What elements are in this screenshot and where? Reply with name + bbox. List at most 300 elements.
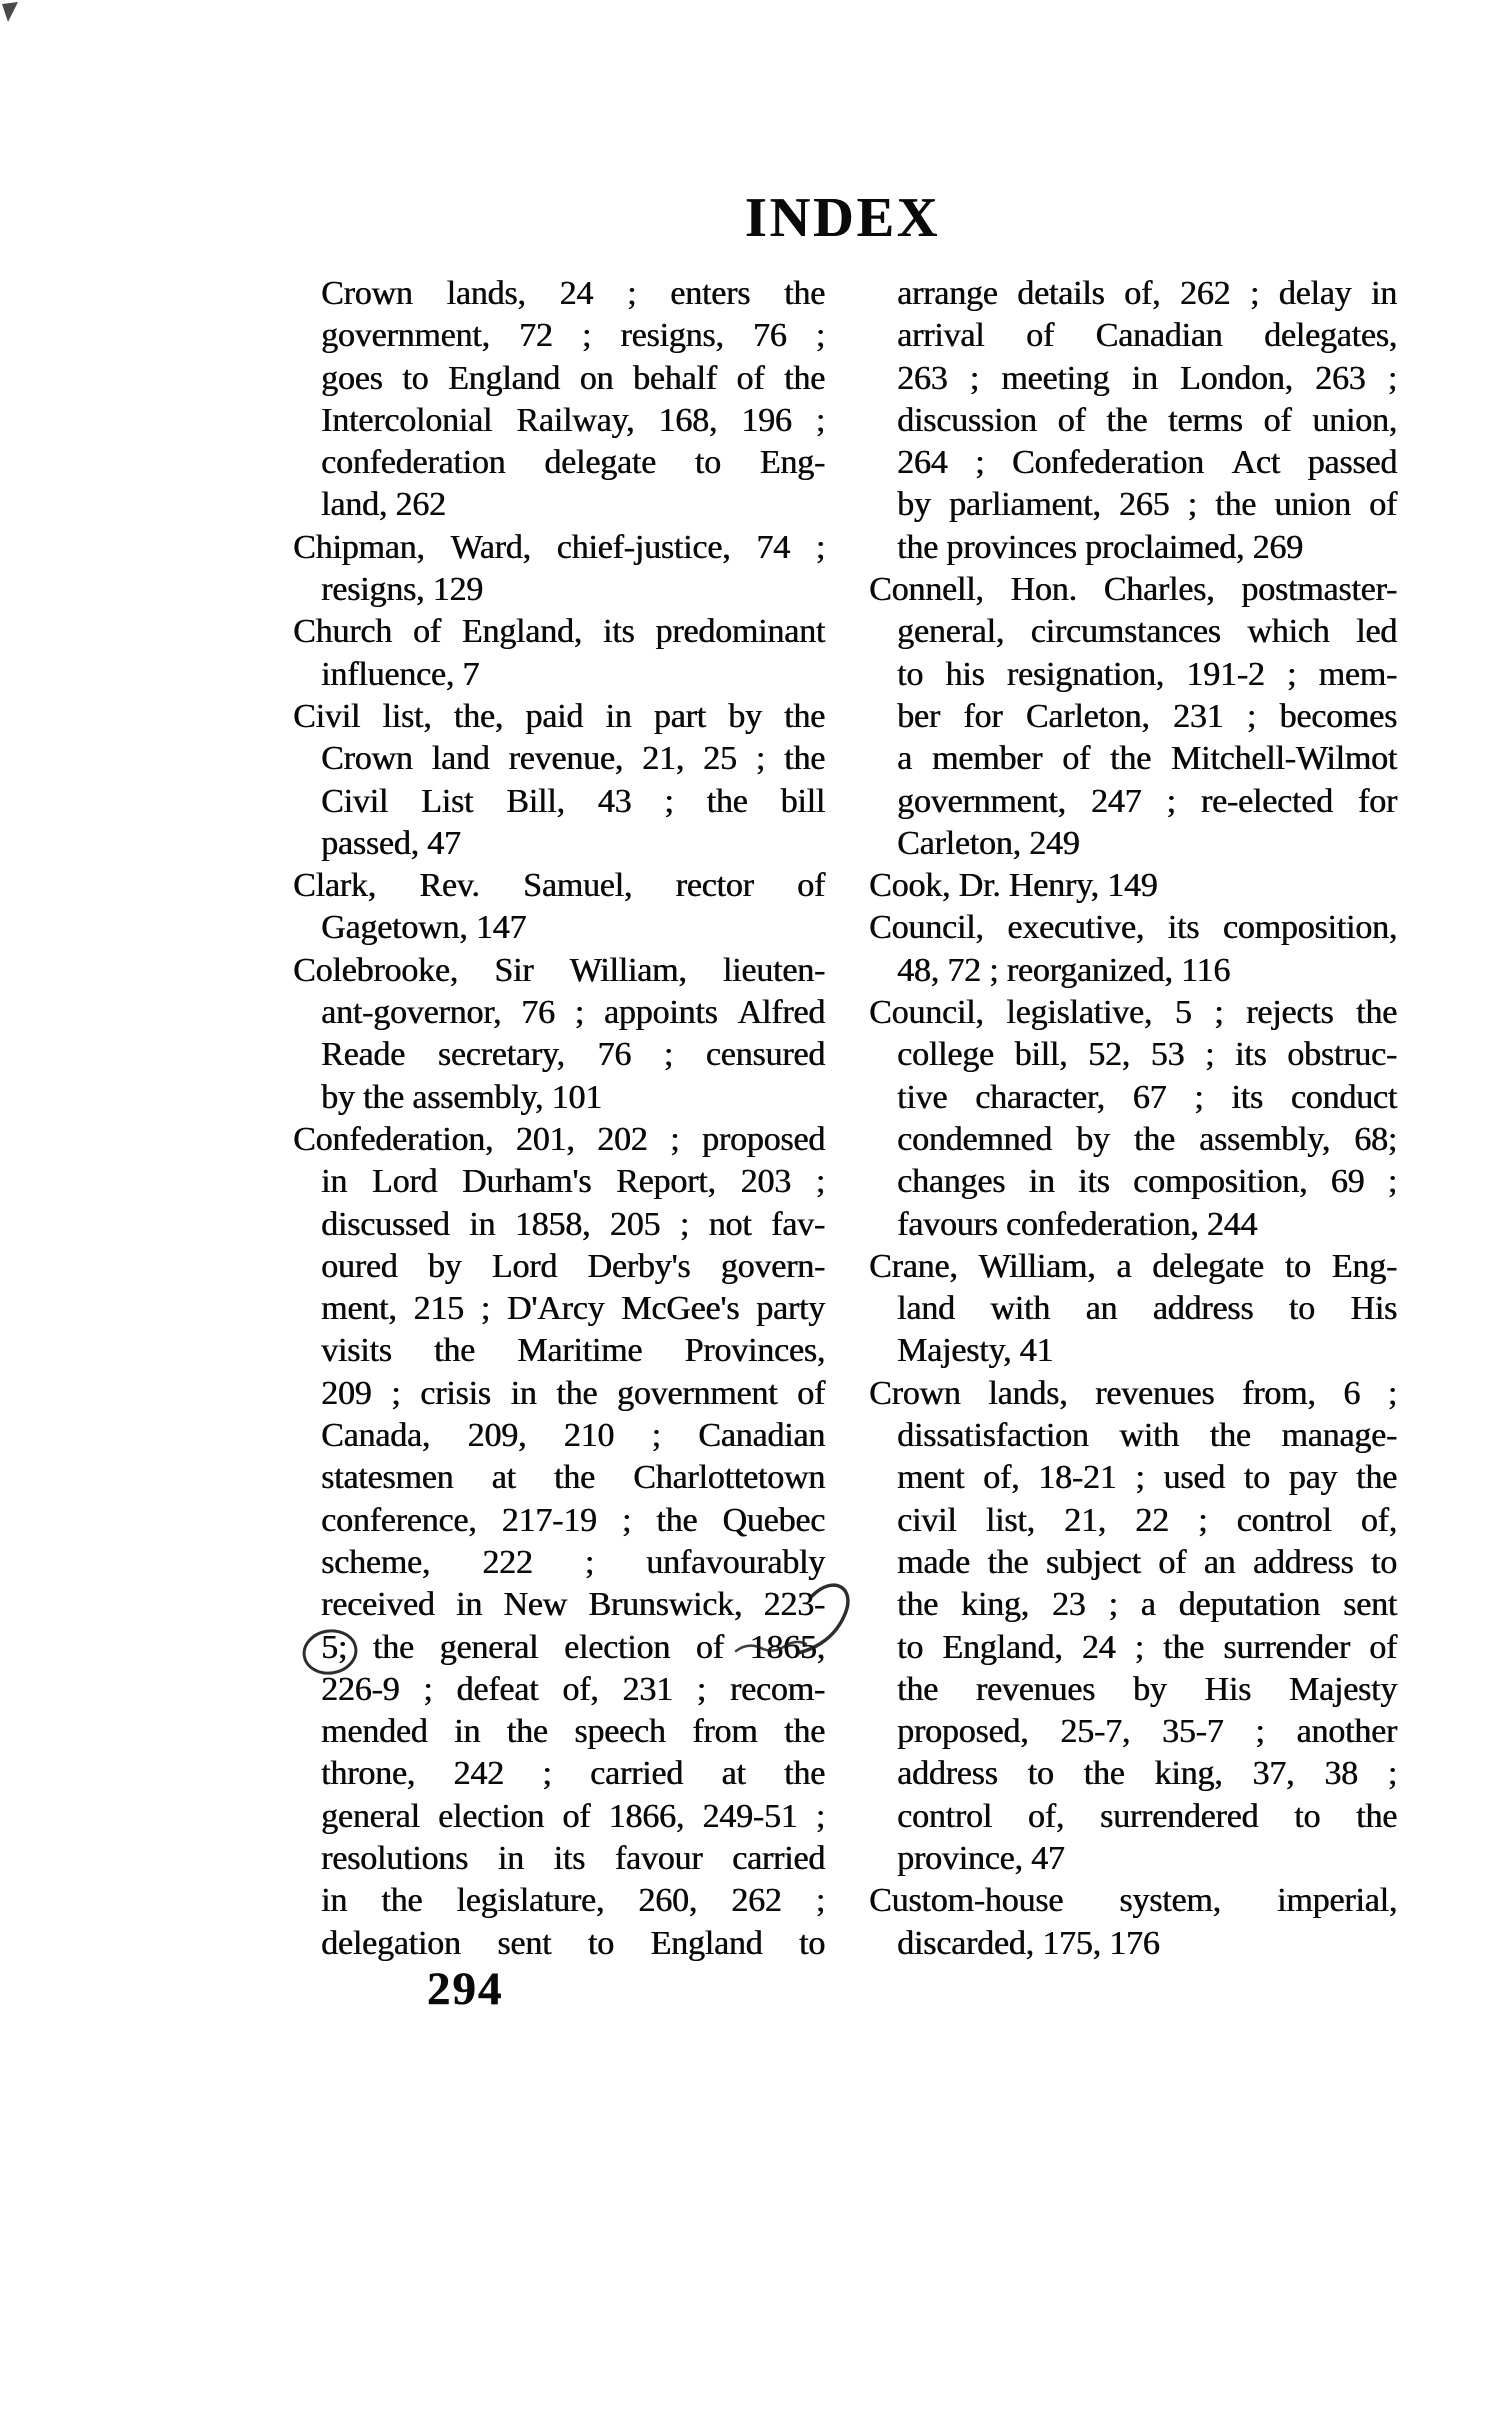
index-word: His xyxy=(1350,1290,1397,1328)
index-word: by xyxy=(427,1247,462,1285)
index-line: Cook, Dr. Henry, 149 xyxy=(869,867,1158,905)
index-line: Majesty, 41 xyxy=(897,1332,1054,1370)
index-word: Bill, xyxy=(506,782,565,820)
index-word: parliament, xyxy=(948,486,1101,524)
index-word: the xyxy=(433,1332,475,1370)
index-word: ; xyxy=(815,317,825,355)
index-line xyxy=(293,1796,825,1838)
index-word: ; xyxy=(1194,1078,1204,1116)
index-word: ; xyxy=(664,782,674,820)
index-word: ber xyxy=(897,697,940,735)
index-word: made xyxy=(897,1543,970,1581)
index-word: dissatisfaction xyxy=(897,1417,1089,1455)
index-word: Act xyxy=(1231,444,1280,482)
index-line xyxy=(869,1627,1397,1669)
index-word: 226-9 xyxy=(321,1670,400,1708)
index-word: 37, xyxy=(1252,1755,1295,1793)
index-word: Durham's xyxy=(462,1163,592,1201)
index-word: in xyxy=(321,1163,348,1201)
index-word: defeat xyxy=(456,1670,539,1708)
index-word: its xyxy=(1167,909,1200,947)
index-word: Crown xyxy=(321,740,413,778)
index-line xyxy=(869,1077,1397,1119)
index-line xyxy=(293,865,825,907)
index-word: composition, xyxy=(1222,909,1397,947)
index-word: ; xyxy=(815,1797,825,1835)
index-word: in xyxy=(469,1205,496,1243)
index-word: ; xyxy=(1134,1628,1144,1666)
index-line: land, 262 xyxy=(321,486,446,524)
index-word: in xyxy=(454,1713,481,1751)
index-word: 265 xyxy=(1118,486,1170,524)
index-line xyxy=(869,1034,1397,1076)
index-line xyxy=(869,1584,1397,1626)
index-word: 264 xyxy=(897,444,948,482)
index-word: resolutions xyxy=(321,1839,469,1877)
index-line xyxy=(869,1500,1397,1542)
index-word: to xyxy=(1027,1755,1054,1793)
index-word: discussion xyxy=(897,401,1037,439)
index-word: 23 xyxy=(1051,1586,1086,1624)
index-word: 196 xyxy=(741,401,792,439)
index-word: 209 xyxy=(321,1374,372,1412)
index-word: postmaster- xyxy=(1241,571,1397,609)
index-word: 203 xyxy=(740,1163,791,1201)
index-word: rector xyxy=(675,867,754,905)
index-line xyxy=(869,654,1397,696)
index-column-right xyxy=(869,273,1397,1965)
index-word: 76 xyxy=(521,994,555,1032)
index-word: government, xyxy=(321,317,490,355)
index-word: meeting xyxy=(1001,359,1110,397)
index-word: arrival xyxy=(897,317,985,355)
index-word: land xyxy=(431,740,490,778)
index-word: ; xyxy=(1204,1036,1215,1074)
index-word: 25-7, xyxy=(1060,1713,1131,1751)
index-word: the xyxy=(1133,1120,1175,1158)
index-word: pay xyxy=(1288,1459,1338,1497)
index-word: the xyxy=(1106,401,1148,439)
index-line xyxy=(869,1415,1397,1457)
index-word: king, xyxy=(960,1586,1029,1624)
index-word: king, xyxy=(1154,1755,1223,1793)
index-line xyxy=(293,1838,825,1880)
index-word: chief-justice, xyxy=(556,528,731,566)
index-word: resignation, xyxy=(1006,655,1164,693)
index-word: 222 xyxy=(482,1543,533,1581)
index-word: favour xyxy=(614,1839,703,1877)
index-word: re-elected xyxy=(1200,782,1333,820)
index-word: of xyxy=(1062,740,1091,778)
index-word: the xyxy=(1163,1628,1204,1666)
index-line xyxy=(293,738,825,780)
index-word: the xyxy=(1083,1755,1125,1793)
index-word: in xyxy=(1028,1163,1055,1201)
index-word: 247 xyxy=(1090,782,1142,820)
index-line xyxy=(293,1161,825,1203)
index-word: composition, xyxy=(1133,1163,1308,1201)
index-word: paid xyxy=(525,697,584,735)
index-word: Council, xyxy=(869,994,984,1032)
index-word: Charlottetown xyxy=(633,1459,825,1497)
index-word: to xyxy=(402,359,429,397)
index-word: carried xyxy=(732,1839,825,1877)
index-word: of xyxy=(695,1628,724,1666)
index-line xyxy=(293,1753,825,1795)
index-word: delegate xyxy=(544,444,656,482)
index-word: censured xyxy=(705,1036,825,1074)
index-word: 215 xyxy=(413,1290,464,1328)
index-word: the xyxy=(987,1543,1029,1581)
index-line xyxy=(293,400,825,442)
index-line xyxy=(869,1753,1397,1795)
index-word: Intercolonial xyxy=(321,401,493,439)
index-word: ; xyxy=(1246,697,1256,735)
index-word: led xyxy=(1356,613,1397,651)
index-line xyxy=(869,696,1397,738)
index-word: Alfred xyxy=(737,994,825,1032)
index-word: ; xyxy=(1387,359,1397,397)
index-word: party xyxy=(756,1290,825,1328)
index-column-left xyxy=(293,273,825,1965)
index-word: of xyxy=(1057,401,1086,439)
index-word: with xyxy=(1119,1417,1179,1455)
index-word: ; xyxy=(815,1882,825,1920)
index-word: in xyxy=(497,1839,524,1877)
index-line xyxy=(869,315,1397,357)
index-word: Railway, xyxy=(516,401,635,439)
index-word: confederation xyxy=(321,444,506,482)
index-word: control xyxy=(897,1797,992,1835)
index-word: Eng- xyxy=(759,444,825,482)
index-word: address xyxy=(1252,1543,1354,1581)
index-word: England, xyxy=(942,1628,1063,1666)
index-word: ; xyxy=(1387,1755,1397,1793)
index-word: Mitchell-Wilmot xyxy=(1170,740,1397,778)
index-word: address xyxy=(897,1755,998,1793)
index-word: manage- xyxy=(1281,1417,1397,1455)
index-word: in xyxy=(605,697,632,735)
index-word: college xyxy=(897,1036,994,1074)
index-word: ; xyxy=(584,1543,594,1581)
index-word: ; xyxy=(670,1120,680,1158)
index-word: 260, xyxy=(638,1882,697,1920)
index-line xyxy=(869,358,1397,400)
index-word: Clark, xyxy=(293,867,376,905)
index-word: the xyxy=(556,1374,598,1412)
index-word: 69 xyxy=(1330,1163,1365,1201)
index-word: ; xyxy=(1249,275,1260,312)
index-word: the xyxy=(706,782,748,820)
index-word: ; xyxy=(1255,1713,1265,1751)
index-word: appoints xyxy=(603,994,718,1032)
index-line xyxy=(293,1288,825,1330)
index-line xyxy=(293,1415,825,1457)
index-word: subject xyxy=(1045,1543,1141,1581)
index-word: to xyxy=(897,655,924,693)
index-word: Lord xyxy=(491,1247,558,1285)
index-word: 67 xyxy=(1132,1078,1167,1116)
index-word: Maritime xyxy=(517,1332,643,1370)
index-word: civil xyxy=(897,1501,957,1539)
index-line xyxy=(293,1584,825,1626)
index-word: D'Arcy xyxy=(506,1290,605,1328)
index-word: an xyxy=(1203,1543,1236,1581)
index-word: ; xyxy=(651,1417,661,1455)
index-line xyxy=(869,1542,1397,1584)
index-word: in xyxy=(321,1882,348,1920)
index-line xyxy=(293,1542,825,1584)
index-word: 68; xyxy=(1354,1120,1397,1158)
index-word: on xyxy=(579,359,614,397)
index-word: of xyxy=(1369,486,1397,524)
index-word: general xyxy=(439,1628,539,1666)
index-word: ; xyxy=(755,740,765,778)
index-word: speech xyxy=(574,1713,666,1751)
index-line xyxy=(869,1711,1397,1753)
index-word: the xyxy=(897,1670,938,1708)
index-word: 38 xyxy=(1324,1755,1358,1793)
index-word: revenues xyxy=(975,1670,1096,1708)
index-word: union, xyxy=(1312,401,1397,439)
index-word: to xyxy=(587,1924,614,1962)
index-word: to xyxy=(897,1628,924,1666)
index-word: ; xyxy=(815,401,825,439)
index-word: Report, xyxy=(616,1163,716,1201)
index-word: ; xyxy=(696,1670,706,1708)
index-word: 242 xyxy=(453,1755,504,1793)
index-line xyxy=(869,1880,1397,1922)
index-line xyxy=(293,1204,825,1246)
index-word: delegation xyxy=(321,1924,461,1962)
index-word: the xyxy=(656,1501,698,1539)
index-word: 209, xyxy=(467,1417,527,1455)
index-word: Colebrooke, xyxy=(293,951,458,989)
page-title: INDEX xyxy=(744,187,941,249)
index-word: ; xyxy=(574,994,584,1032)
index-word: at xyxy=(491,1459,516,1497)
page-number: 294 xyxy=(426,1963,504,2015)
index-word: 263 xyxy=(897,359,948,397)
index-word: to xyxy=(1288,1290,1315,1328)
index-word: the xyxy=(553,1459,595,1497)
index-word: discussed xyxy=(321,1205,450,1243)
index-word: statesmen xyxy=(321,1459,454,1497)
index-word: its xyxy=(602,613,635,651)
index-word: the xyxy=(784,275,825,312)
index-word: its xyxy=(1231,1078,1263,1116)
index-word: Custom-house xyxy=(869,1882,1064,1920)
index-word: list, xyxy=(382,697,432,735)
index-word: 35-7 xyxy=(1161,1713,1224,1751)
index-word: an xyxy=(1085,1290,1118,1328)
index-word: general xyxy=(321,1797,420,1835)
index-word: of xyxy=(1158,1543,1187,1581)
index-line xyxy=(293,950,825,992)
index-word: ; xyxy=(423,1670,433,1708)
index-word: its xyxy=(553,1839,586,1877)
index-word: passed xyxy=(1307,444,1397,482)
index-word: London, xyxy=(1179,359,1293,397)
index-word: ; xyxy=(1387,1163,1397,1201)
index-word: control xyxy=(1236,1501,1332,1539)
index-word: ; xyxy=(815,528,825,566)
index-word: recom- xyxy=(729,1670,825,1708)
index-word: legislative, xyxy=(1006,994,1153,1032)
index-word: union xyxy=(1274,486,1351,524)
index-word: its xyxy=(1078,1163,1110,1201)
index-word: part xyxy=(653,697,706,735)
index-word: of xyxy=(1025,317,1054,355)
index-word: 1865, xyxy=(749,1628,825,1666)
index-word: secretary, xyxy=(437,1036,565,1074)
index-word: 217-19 xyxy=(501,1501,597,1539)
index-line: Carleton, 249 xyxy=(897,824,1080,862)
index-line xyxy=(869,1373,1397,1415)
index-line xyxy=(869,400,1397,442)
index-word: rejects xyxy=(1246,994,1334,1032)
index-word: to xyxy=(1370,1543,1397,1581)
index-word: revenue, xyxy=(508,740,623,778)
index-word: Canadian xyxy=(1095,317,1223,355)
index-word: Confederation, xyxy=(293,1120,494,1158)
index-word: ; xyxy=(1286,655,1297,693)
index-line xyxy=(293,611,825,653)
index-line xyxy=(869,1246,1397,1288)
index-word: conference, xyxy=(321,1501,477,1539)
index-word: changes xyxy=(897,1163,1006,1201)
index-word: Carleton, xyxy=(1025,697,1150,735)
index-word: received xyxy=(321,1586,435,1624)
index-word: England, xyxy=(461,613,582,651)
index-word: a xyxy=(1140,1586,1156,1624)
index-word: from, xyxy=(1241,1374,1316,1412)
index-word: by xyxy=(1132,1670,1167,1708)
index-word: from xyxy=(692,1713,758,1751)
index-word: ; xyxy=(1108,1586,1118,1624)
index-word: the xyxy=(784,740,825,778)
index-word: ; xyxy=(626,275,637,312)
index-line xyxy=(869,1669,1397,1711)
index-word: the xyxy=(372,1628,414,1666)
index-word: by xyxy=(728,697,762,735)
index-word: ment, xyxy=(321,1290,397,1328)
index-word: of, xyxy=(983,1459,1020,1497)
index-line xyxy=(293,1246,825,1288)
index-word: Charles, xyxy=(1103,571,1215,609)
index-word: for xyxy=(963,697,1003,735)
index-word: mended xyxy=(321,1713,428,1751)
index-word: Reade xyxy=(321,1036,405,1074)
index-line xyxy=(869,992,1397,1034)
index-word: ; xyxy=(581,317,592,355)
index-line: the provinces proclaimed, 269 xyxy=(897,528,1303,566)
index-word: delay xyxy=(1278,275,1352,312)
index-word: 205 xyxy=(609,1205,661,1243)
index-line xyxy=(293,1880,825,1922)
index-word: lieuten- xyxy=(722,951,825,989)
scan-speck-icon xyxy=(2,2,18,22)
index-line xyxy=(869,442,1397,484)
index-word: of, xyxy=(1360,1501,1397,1539)
index-word: the xyxy=(784,359,825,397)
index-word: enters xyxy=(670,275,751,312)
index-word: member xyxy=(931,740,1043,778)
index-word: behalf xyxy=(632,359,717,397)
index-word: crisis xyxy=(420,1374,491,1412)
index-word: 52, xyxy=(1088,1036,1130,1074)
index-word: List xyxy=(421,782,474,820)
index-word: in xyxy=(1370,275,1397,312)
index-word: Crown xyxy=(321,275,413,312)
index-word: ; xyxy=(815,1163,825,1201)
index-word: sent xyxy=(1343,1586,1397,1624)
index-line: Gagetown, 147 xyxy=(321,909,527,947)
index-word: election xyxy=(563,1628,670,1666)
index-word: by xyxy=(897,486,931,524)
index-word: its xyxy=(1234,1036,1267,1074)
index-word: to xyxy=(1294,1797,1321,1835)
index-word: 249-51 xyxy=(702,1797,798,1835)
index-word: becomes xyxy=(1279,697,1397,735)
index-word: Samuel, xyxy=(522,867,633,905)
index-word: William, xyxy=(978,1247,1096,1285)
index-word: Brunswick, xyxy=(588,1586,743,1624)
index-line xyxy=(293,992,825,1034)
index-word: to xyxy=(1284,1247,1311,1285)
index-word: 262 xyxy=(731,1882,782,1920)
index-word: in xyxy=(455,1586,482,1624)
index-word: in xyxy=(1131,359,1158,397)
index-word: the xyxy=(784,697,825,735)
index-line xyxy=(293,781,825,823)
index-line xyxy=(293,1711,825,1753)
index-word: of xyxy=(736,359,765,397)
index-word: of, xyxy=(1027,1797,1065,1835)
index-word: of xyxy=(562,1797,591,1835)
index-word: 1858, xyxy=(514,1205,591,1243)
index-word: condemned xyxy=(897,1120,1052,1158)
index-word: 76 xyxy=(752,317,787,355)
index-word: unfavourably xyxy=(646,1543,825,1581)
index-word: the xyxy=(784,1755,825,1793)
index-word: Derby's xyxy=(587,1247,691,1285)
index-line: favours confederation, 244 xyxy=(897,1205,1258,1243)
index-line xyxy=(293,1457,825,1499)
index-line xyxy=(869,1288,1397,1330)
index-word: 210 xyxy=(563,1417,615,1455)
index-word: Provinces, xyxy=(684,1332,825,1370)
index-line xyxy=(869,781,1397,823)
index-word: in xyxy=(510,1374,537,1412)
index-word: his xyxy=(945,655,985,693)
index-word: Majesty xyxy=(1288,1670,1397,1708)
index-word: to xyxy=(694,444,721,482)
index-line xyxy=(293,442,825,484)
index-word: of xyxy=(1263,401,1292,439)
index-word: address xyxy=(1152,1290,1254,1328)
index-word: Council, xyxy=(869,909,984,947)
index-word: 223- xyxy=(763,1586,825,1624)
index-word: McGee's xyxy=(621,1290,740,1328)
index-word: scheme, xyxy=(321,1543,431,1581)
index-word: mem- xyxy=(1318,655,1397,693)
index-word: New xyxy=(503,1586,567,1624)
index-line xyxy=(869,907,1397,949)
index-word: of, xyxy=(1124,275,1161,312)
index-word: Sir xyxy=(494,951,534,989)
index-line xyxy=(293,1669,825,1711)
